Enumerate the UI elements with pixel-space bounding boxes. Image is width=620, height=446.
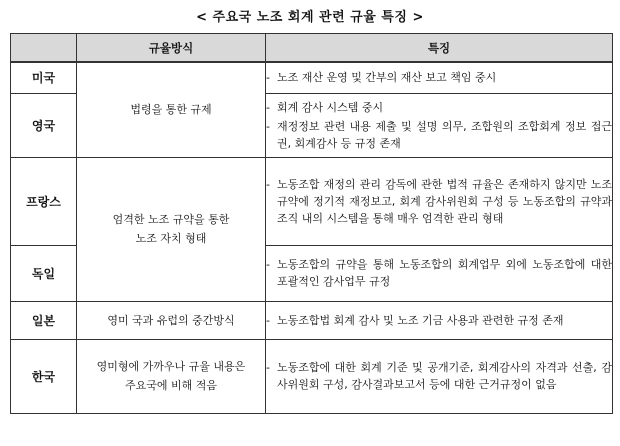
- country-korea: 한국: [11, 339, 77, 413]
- table-header-row: [11, 34, 613, 63]
- country-uk: 영국: [11, 93, 77, 157]
- header-blank: [11, 34, 77, 63]
- feature-text: 노동조합에 대한 회계 기준 및 공개기준, 회계감사의 자격과 선출, 감사위원회 구성, 감사결과보고서 등에 대한 근거규정이 없음: [276, 361, 612, 391]
- bullet-dash: -: [266, 313, 270, 327]
- table-row-france: [11, 157, 613, 245]
- method-usa-uk: 법령을 통한 규제: [77, 62, 266, 157]
- method-france-germany: [77, 157, 266, 301]
- bullet-dash: -: [266, 119, 270, 133]
- table-row-usa: [11, 62, 613, 93]
- bullet-dash: -: [266, 177, 270, 191]
- list-item: [266, 69, 612, 86]
- list-item: [266, 176, 612, 227]
- method-line: 영미형에 가까우나 규율 내용은: [96, 360, 246, 373]
- table-row-japan: [11, 301, 613, 339]
- feature-text: 노조 재산 운영 및 간부의 재산 보고 책임 중시: [276, 71, 497, 85]
- page-title: < 주요국 노조 회계 관련 규율 특징 >: [196, 10, 424, 25]
- method-line: 노조 자치 형태: [135, 232, 207, 245]
- regulation-table: [10, 33, 613, 414]
- feature-text: 회계 감사 시스템 중시: [276, 100, 384, 114]
- feature-text: 노동조합법 회계 감사 및 노조 기금 사용과 관련한 규정 존재: [276, 313, 564, 327]
- bullet-dash: -: [266, 361, 270, 374]
- bullet-dash: -: [266, 100, 270, 114]
- feature-germany: [266, 245, 613, 301]
- country-germany: 독일: [11, 245, 77, 301]
- list-item: [266, 312, 612, 329]
- bullet-dash: -: [266, 71, 270, 85]
- list-item: [266, 256, 612, 290]
- method-korea: [77, 339, 266, 413]
- feature-france: [266, 157, 613, 245]
- feature-uk: [266, 93, 613, 157]
- feature-usa: [266, 62, 613, 93]
- bullet-dash: -: [266, 258, 270, 271]
- method-line: 주요국에 비해 적음: [124, 379, 217, 392]
- country-usa: 미국: [11, 62, 77, 93]
- table-row-korea: [11, 339, 613, 413]
- feature-text: 노동조합의 규약을 통해 노동조합의 회계업무 외에 노동조합에 대한 포괄적인 감사업무 규정: [276, 258, 612, 288]
- list-item: [266, 359, 612, 393]
- country-japan: 일본: [11, 301, 77, 339]
- list-item: [266, 99, 612, 116]
- feature-text: 재정정보 관련 내용 제출 및 설명 의무, 조합원의 조합회계 정보 접근권, 회계감사 등 규정 존재: [276, 119, 612, 150]
- feature-japan: [266, 301, 613, 339]
- feature-text: 노동조합 재정의 관리 감독에 관한 법적 규율은 존재하지 않지만 노조규약에 정기적 재정보고, 회계 감사위원회 구성 등 노동조합의 규약과 조직 내의 시스템을 통해 매우 엄격한 관리 형태: [276, 177, 612, 225]
- feature-korea: [266, 339, 613, 413]
- header-method: 규율방식: [77, 34, 266, 63]
- header-feature: 특징: [266, 34, 613, 63]
- country-france: 프랑스: [11, 157, 77, 245]
- list-item: [266, 118, 612, 152]
- method-line: 엄격한 노조 규약을 통한: [112, 213, 230, 226]
- method-japan: 영미 국과 유럽의 중간방식: [77, 301, 266, 339]
